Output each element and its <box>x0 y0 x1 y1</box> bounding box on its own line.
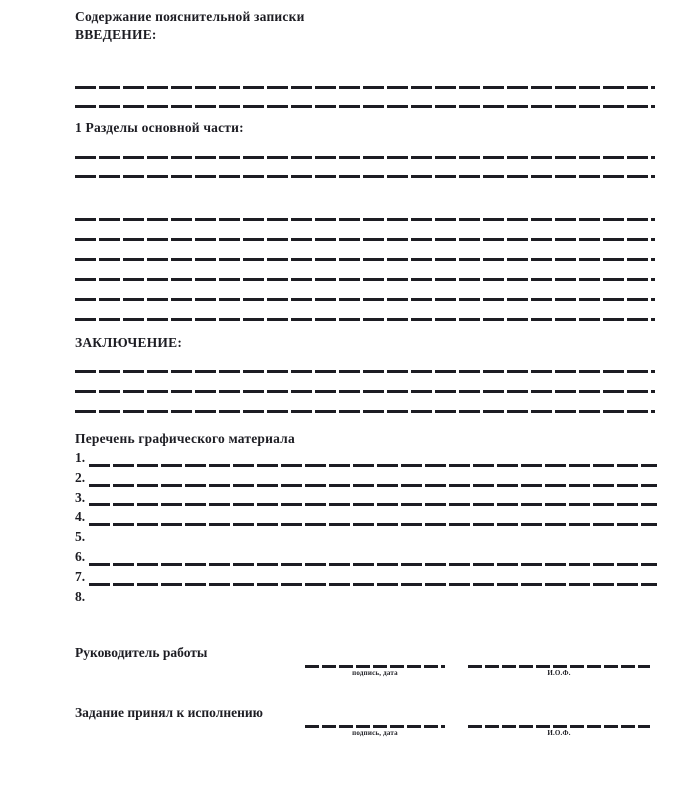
graphics-list-item <box>75 509 657 529</box>
blank-fill-line <box>89 583 657 586</box>
blank-fill-line <box>75 156 655 159</box>
blank-fill-line <box>75 218 655 221</box>
signature-name-line-block <box>468 725 650 737</box>
blank-fill-line <box>89 503 657 506</box>
blank-fill-line <box>75 175 655 178</box>
signature-date-line <box>305 665 445 668</box>
graphics-item-number: 2. <box>75 469 86 485</box>
main-part-blank-lines-group-b <box>75 218 655 321</box>
graphics-list-item <box>75 470 657 490</box>
blank-fill-line <box>75 370 655 373</box>
blank-fill-line <box>89 523 657 526</box>
signature-role-label: Руководитель работы <box>75 645 208 660</box>
graphics-list-item <box>75 549 657 569</box>
signature-name-line-caption: И.О.Ф. <box>547 729 571 737</box>
graphics-list-item <box>75 490 657 510</box>
signature-date-line-block <box>305 725 445 737</box>
blank-fill-line <box>75 298 655 301</box>
graphics-item-number: 6. <box>75 548 86 564</box>
conclusion-blank-lines <box>75 370 655 413</box>
graphics-item-number: 1. <box>75 450 86 465</box>
signature-name-line-block <box>468 665 650 677</box>
signature-date-line-caption: подпись, дата <box>352 729 398 737</box>
blank-fill-line <box>75 105 655 108</box>
blank-fill-line <box>75 410 655 413</box>
graphics-list-item <box>75 529 657 549</box>
blank-fill-line <box>89 464 657 467</box>
graphics-list-heading: Перечень графического материала <box>75 431 295 446</box>
conclusion-heading: ЗАКЛЮЧЕНИЕ: <box>75 335 183 350</box>
signature-name-line <box>468 725 650 728</box>
graphics-item-number: 4. <box>75 509 86 525</box>
signature-row-accepted <box>75 705 657 751</box>
signature-row-supervisor <box>75 645 657 691</box>
blank-fill-line <box>75 278 655 281</box>
introduction-heading: ВВЕДЕНИЕ: <box>75 27 157 42</box>
graphics-list <box>75 450 657 608</box>
document-title: Содержание пояснительной записки <box>75 9 305 24</box>
signature-name-line-caption: И.О.Ф. <box>547 669 571 677</box>
graphics-item-number: 7. <box>75 568 86 584</box>
graphics-list-item <box>75 450 657 470</box>
signature-date-line-block <box>305 665 445 677</box>
blank-fill-line <box>89 484 657 487</box>
blank-fill-line <box>75 318 655 321</box>
main-part-blank-lines-group-a <box>75 156 655 178</box>
blank-fill-line <box>89 563 657 566</box>
signature-role-label: Задание принял к исполнению <box>75 705 263 720</box>
blank-fill-line <box>75 258 655 261</box>
signature-name-line <box>468 665 650 668</box>
signature-date-line <box>305 725 445 728</box>
graphics-item-number: 5. <box>75 529 86 545</box>
graphics-list-item <box>75 569 657 589</box>
graphics-item-number: 8. <box>75 588 86 604</box>
blank-fill-line <box>75 86 655 89</box>
introduction-blank-lines <box>75 86 655 108</box>
blank-fill-line <box>75 390 655 393</box>
blank-fill-line <box>75 238 655 241</box>
signature-date-line-caption: подпись, дата <box>352 669 398 677</box>
graphics-list-item <box>75 589 657 609</box>
main-part-heading: 1 Разделы основной части: <box>75 120 244 135</box>
graphics-item-number: 3. <box>75 489 86 505</box>
